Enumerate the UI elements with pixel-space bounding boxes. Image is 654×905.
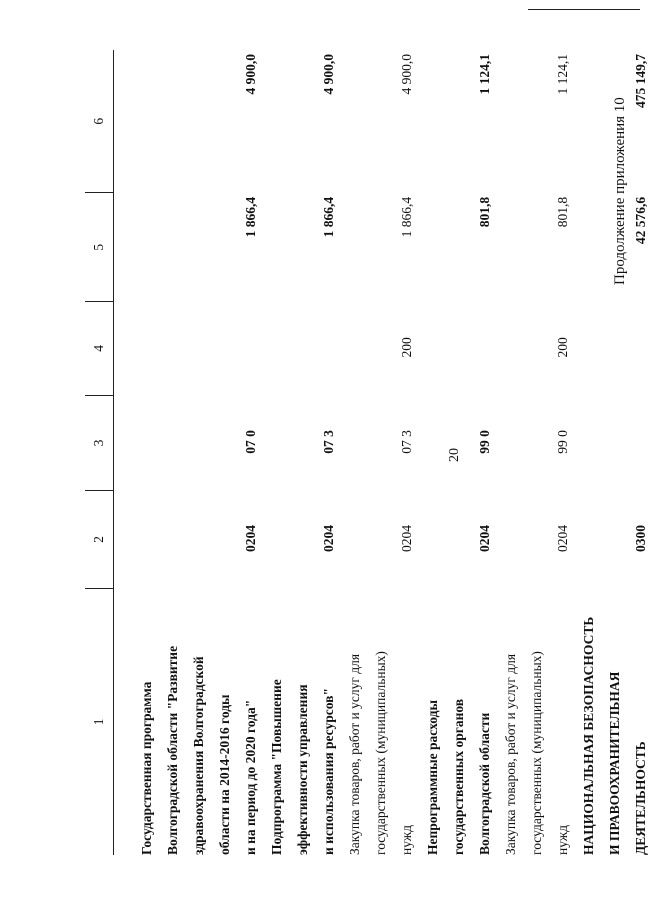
row-name [498, 588, 576, 855]
column-header: 1 [85, 588, 114, 855]
column-header: 5 [85, 193, 114, 302]
row-name-line: нужд [399, 825, 414, 855]
section-code: 0204 [399, 525, 414, 553]
expense-type-code: 200 [555, 337, 570, 358]
amount-2015: 1 866,4 [243, 196, 258, 238]
target-article-code: 07 3 [321, 430, 336, 454]
amount-2016: 4 900,0 [321, 54, 336, 95]
row-name-line: Подпрограмма "Повышение [269, 679, 284, 855]
row-name-line: Закупка товаров, работ и услуг для [503, 653, 518, 855]
column-header: 6 [85, 50, 114, 193]
row-name-line: Закупка товаров, работ и услуг для [347, 653, 362, 855]
amount-2015: 42 576,6 [633, 196, 648, 245]
amount-2015: 1 866,4 [321, 196, 336, 238]
row-name-line: государственных (муниципальных) [373, 651, 388, 855]
row-name-line: здравоохранения Волгоградской [191, 656, 206, 855]
row-name-line: Волгоградской области [477, 712, 492, 855]
amount-2015: 1 866,4 [399, 196, 414, 238]
amount-2016: 1 124,1 [477, 54, 492, 95]
row-name-line: Волгоградской области "Развитие [165, 645, 180, 855]
target-article-code [576, 395, 654, 491]
target-article-code: 07 0 [243, 430, 258, 454]
continuation-caption: Продолжение приложения 10 [612, 97, 628, 285]
table-row [498, 50, 576, 855]
row-name [576, 588, 654, 855]
table-row [576, 50, 654, 855]
expense-type-code [134, 302, 264, 396]
section-code: 0300 [633, 525, 648, 553]
section-code: 0204 [243, 525, 258, 553]
column-header: 3 [85, 395, 114, 491]
expense-type-code [576, 302, 654, 396]
budget-table [85, 50, 654, 855]
row-name-line: эффективности управления [295, 684, 310, 855]
table-row [342, 50, 420, 855]
row-name-line: НАЦИОНАЛЬНАЯ БЕЗОПАСНОСТЬ [581, 616, 596, 855]
page-number: 20 [447, 448, 462, 462]
section-code: 0204 [555, 525, 570, 553]
expense-type-code [264, 302, 342, 396]
row-name-line: и на период до 2020 года" [243, 699, 258, 855]
table-row [420, 50, 498, 855]
table-row [264, 50, 342, 855]
row-name-line: области на 2014-2016 годы [217, 694, 232, 855]
target-article-code: 99 0 [555, 430, 570, 454]
row-name-line: государственных органов [451, 698, 466, 855]
column-header: 2 [85, 491, 114, 589]
spacer-row [114, 50, 135, 855]
row-name-line: нужд [555, 825, 570, 855]
header-row [85, 50, 114, 855]
row-name-line: ДЕЯТЕЛЬНОСТЬ [633, 741, 648, 855]
amount-2016: 1 124,1 [555, 54, 570, 95]
amount-2016: 4 900,0 [243, 54, 258, 95]
section-code: 0204 [477, 525, 492, 553]
row-name [342, 588, 420, 855]
row-name-line: Государственная программа [139, 681, 154, 855]
section-code: 0204 [321, 525, 336, 553]
target-article-code: 99 0 [477, 430, 492, 454]
target-article-code: 07 3 [399, 430, 414, 454]
row-name-line: Непрограммные расходы [425, 699, 440, 855]
row-name [264, 588, 342, 855]
row-name [420, 588, 498, 855]
table-row [134, 50, 264, 855]
amount-2015: 801,8 [555, 196, 570, 228]
amount-2016: 4 900,0 [399, 54, 414, 95]
expense-type-code: 200 [399, 337, 414, 358]
row-name-line: И ПРАВООХРАНИТЕЛЬНАЯ [607, 671, 622, 855]
row-name-line: и использования ресурсов" [321, 688, 336, 855]
column-header: 4 [85, 302, 114, 396]
row-name [134, 588, 264, 855]
amount-2016: 475 149,7 [633, 54, 648, 108]
row-name-line: государственных (муниципальных) [529, 651, 544, 855]
expense-type-code [420, 302, 498, 396]
amount-2015: 801,8 [477, 196, 492, 228]
